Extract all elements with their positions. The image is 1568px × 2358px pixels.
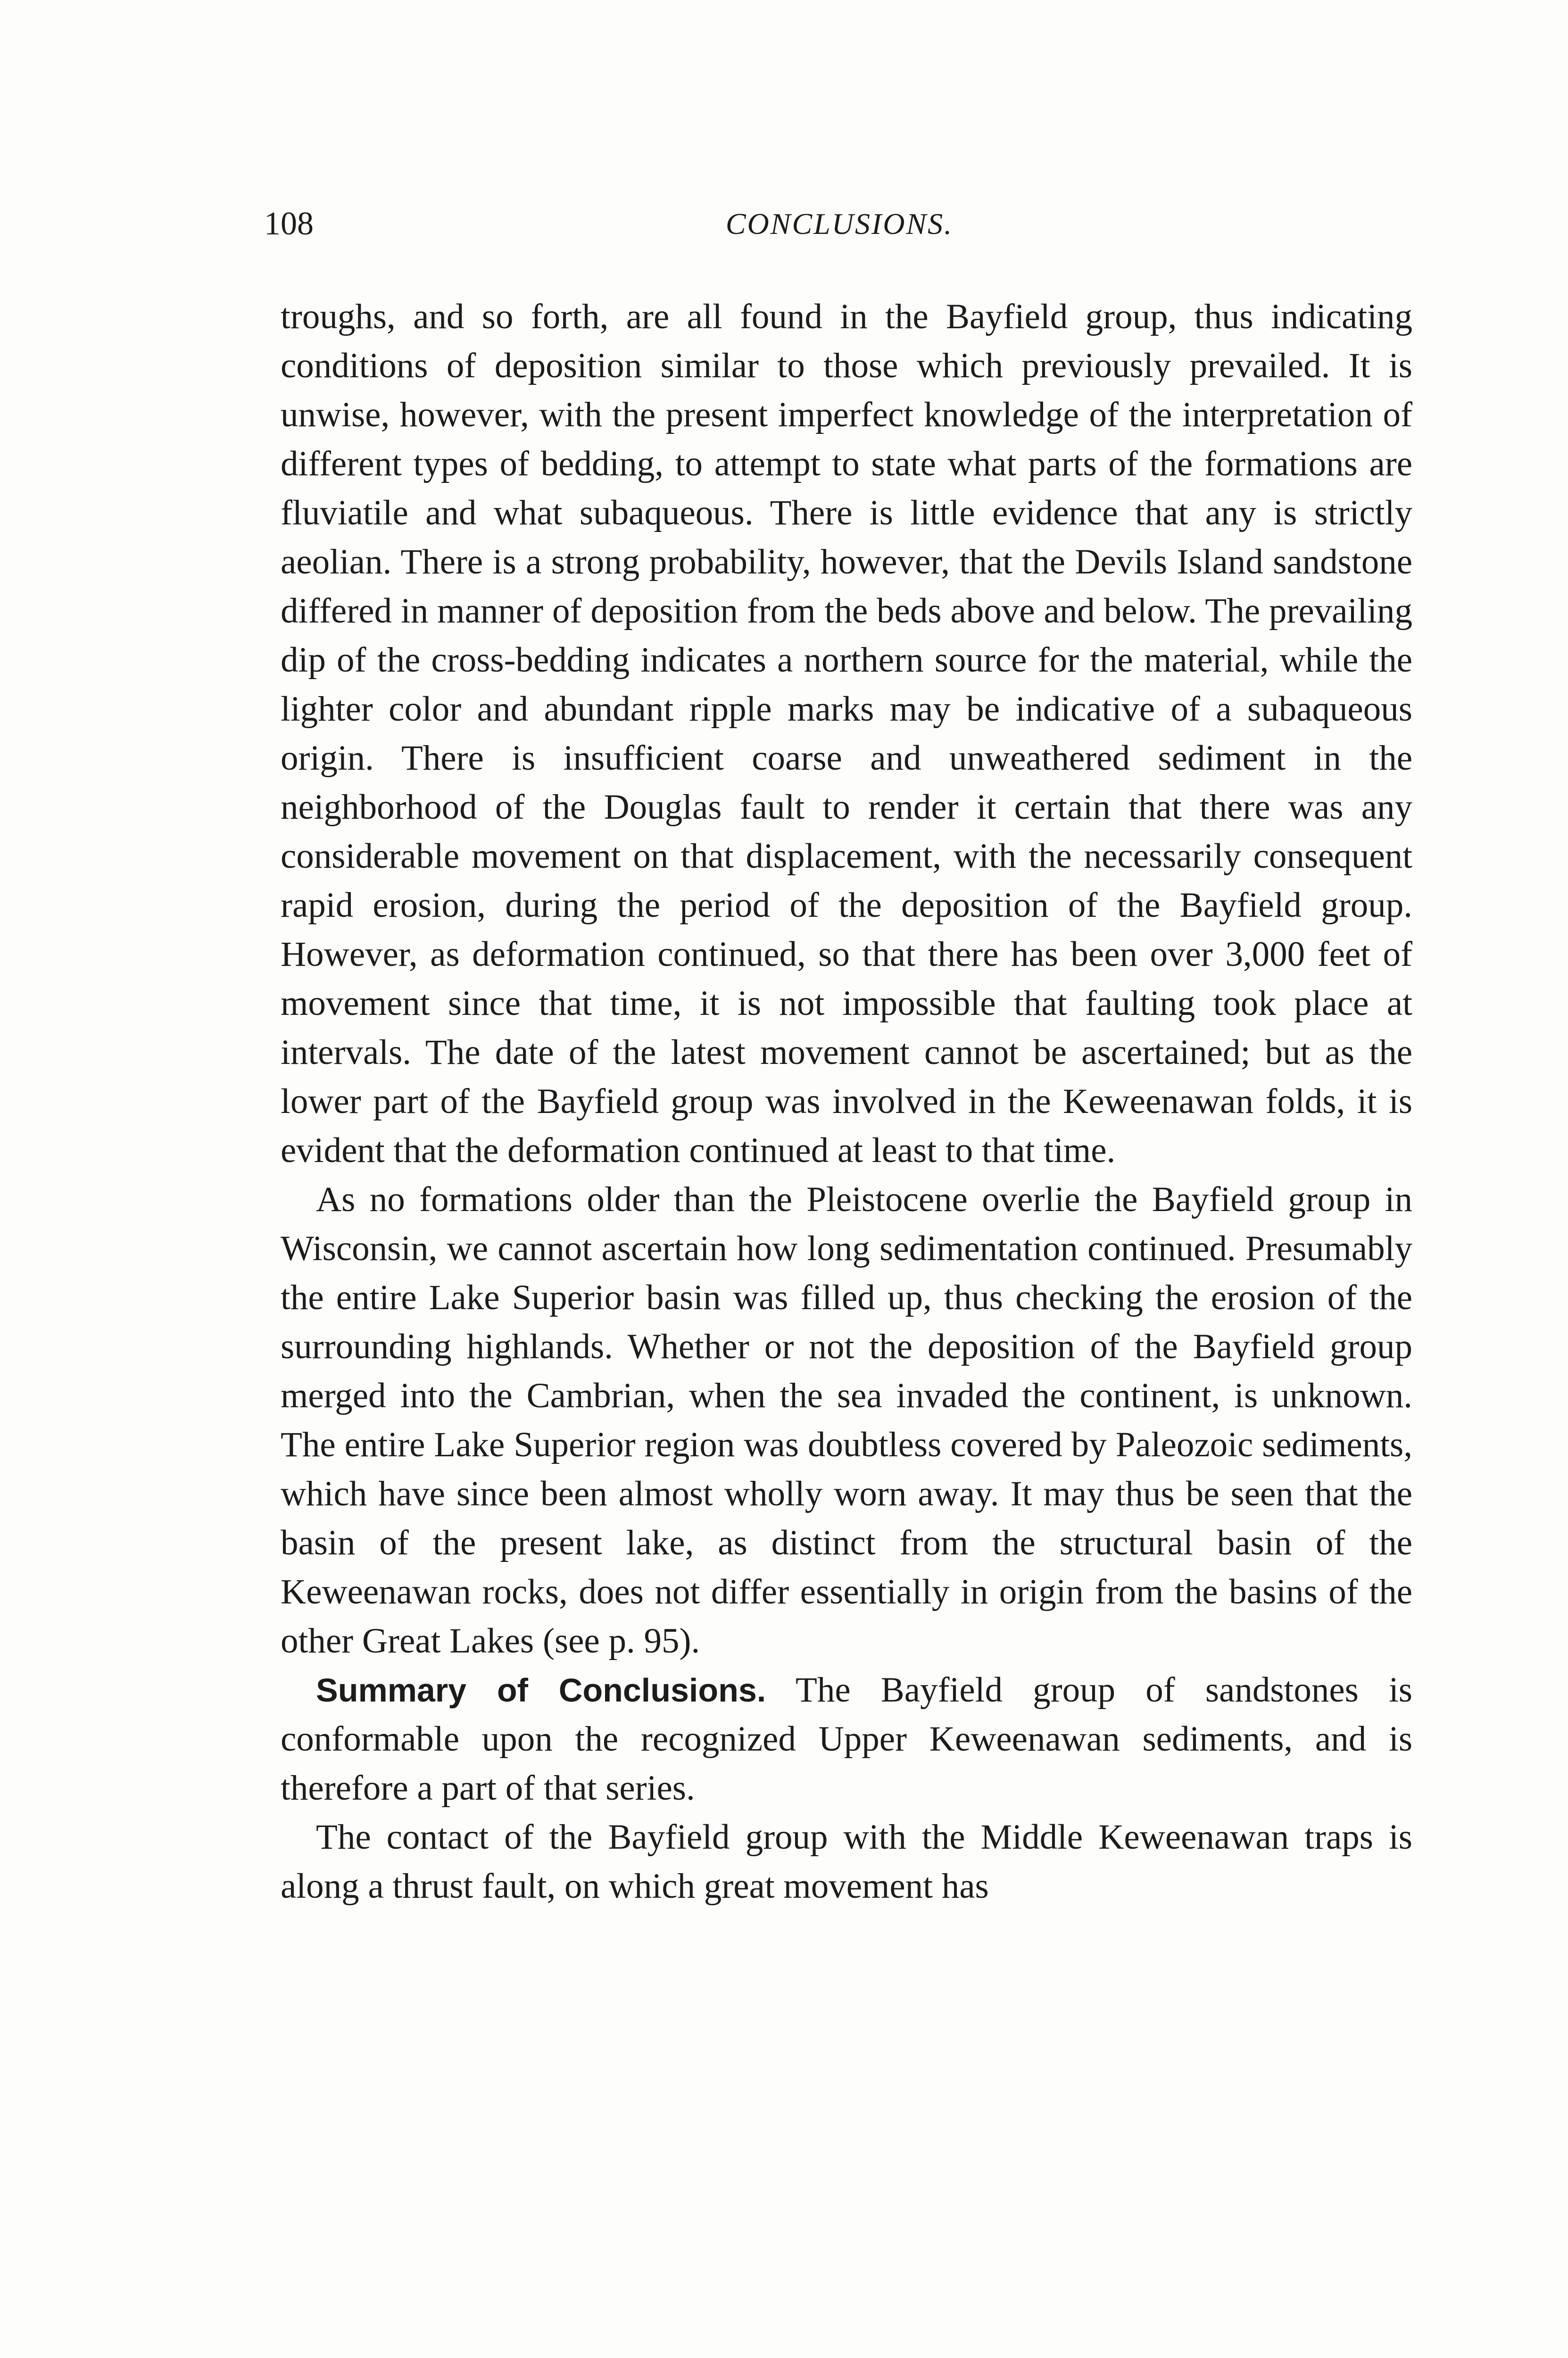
paragraph-2: As no formations older than the Pleistocene overlie the Bayfield group in Wisconsin, we cannot ascertain how long sedimentation continued. Presumably the entire Lake Superior basin was filled up, thus checking the erosion of the surrounding highlands. Whether or not the deposition of the Bayfield group merged into the Cambrian, when the sea invaded the continent, is unknown. The entire Lake Superior region was doubtless covered by Paleozoic sediments, which have since been almost wholly worn away. It may thus be seen that the basin of the present lake, as distinct from the structural basin of the Keweenawan rocks, does not differ essentially in origin from the basins of the other Great Lakes (see p. 95). <box>281 1180 1412 1661</box>
paragraph-3-text: The Bayfield group of sandstones is conformable upon the recognized Upper Keweenawan sediments, and is therefore a part of that series. <box>281 1670 1412 1808</box>
section-heading: Summary of Conclusions. <box>316 1672 766 1709</box>
paragraph-3 <box>281 1666 1412 1813</box>
paragraph-4: The contact of the Bayfield group with the Middle Keweenawan traps is along a thrust fault, on which great movement has <box>281 1818 1412 1906</box>
page-number: 108 <box>264 206 314 242</box>
body-text <box>281 292 1412 1911</box>
page-header <box>264 203 1415 245</box>
paragraph-1: troughs, and so forth, are all found in the Bayfield group, thus indicating conditions of deposition similar to those which previously prevailed. It is unwise, however, with the present imperfect knowledge of the interpretation of different types of bedding, to attempt to state what parts of the formations are fluviatile and what subaqueous. There is little evidence that any is strictly aeolian. There is a strong probability, however, that the Devils Island sandstone differed in manner of deposition from the beds above and below. The prevailing dip of the cross-bedding indicates a northern source for the material, while the lighter color and abundant ripple marks may be indicative of a subaqueous origin. There is insufficient coarse and unweathered sediment in the neighborhood of the Douglas fault to render it certain that there was any considerable movement on that displacement, with the necessarily consequent rapid erosion, during the period of the deposition of the Bayfield group. However, as deformation continued, so that there has been over 3,000 feet of movement since that time, it is not impossible that faulting took place at intervals. The date of the latest movement cannot be ascertained; but as the lower part of the Bayfield group was involved in the Keweenawan folds, it is evident that the deformation continued at least to that time. <box>281 297 1412 1170</box>
running-head: CONCLUSIONS. <box>725 207 954 241</box>
